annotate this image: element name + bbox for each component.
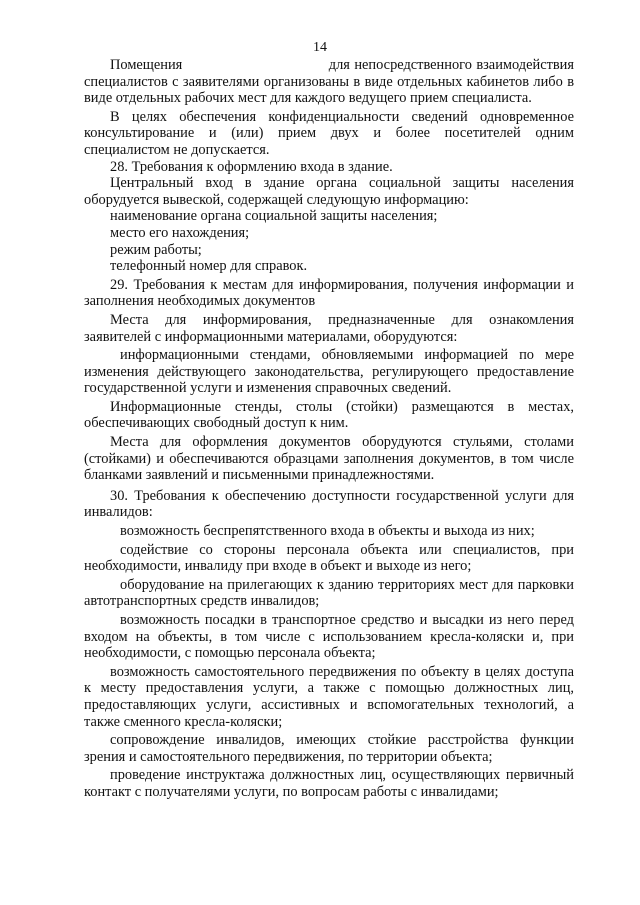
paragraph-stands-placement: Информационные стенды, столы (стойки) размещаются в местах, обеспечивающих свободный доступ к ним.	[84, 398, 574, 432]
paragraph-section-30-heading: 30. Требования к обеспечению доступности государственной услуги для инвалидов:	[84, 487, 574, 521]
list-item-staff-assistance: содействие со стороны персонала объекта или специалистов, при необходимости, инвалиду при входе в объект и выходе из него;	[84, 541, 574, 575]
list-item-escort: сопровождение инвалидов, имеющих стойкие расстройства функции зрения и самостоятельного передвижения, по территории объекта;	[84, 732, 574, 765]
paragraph-section-29-heading: 29. Требования к местам для информирования, получения информации и заполнения необходимых документов	[84, 276, 574, 310]
paragraph-premises: Помещения для непосредственного взаимодействия специалистов с заявителями организованы в виде отдельных кабинетов либо в виде отдельных рабочих мест для каждого ведущего прием специалиста.	[84, 57, 578, 107]
paragraph-document-places: Места для оформления документов оборудуются стульями, столами (стойками) и обеспечиваются образцами заполнения документов, в том числе бланками заявлений и письменными принадлежностями.	[84, 434, 574, 484]
list-item-parking: оборудование на прилегающих к зданию территориях мест для парковки автотранспортных средств инвалидов;	[84, 576, 574, 610]
paragraph-info-stands: информационными стендами, обновляемыми информацией по мере изменения действующего законодательства, регулирующего предоставление государственной услуги и изменения справочных сведений.	[84, 347, 574, 397]
paragraph-info-places: Места для информирования, предназначенные для ознакомления заявителей с информационными материалами, оборудуются:	[84, 311, 574, 345]
paragraph-section-28-heading: 28. Требования к оформлению входа в здание.	[110, 158, 393, 175]
page-number: 14	[313, 40, 327, 55]
document-body	[84, 57, 578, 801]
list-item-movement: возможность самостоятельного передвижения по объекту в целях доступа к месту предоставления услуги, а также с помощью должностных лиц, предоставляющих услуги, ассистивных и вспомогательных технологий, а также сменного кресла-коляски;	[84, 663, 574, 730]
list-item-free-access: возможность беспрепятственного входа в объекты и выхода из них;	[120, 523, 535, 540]
list-item-location: место его нахождения;	[110, 224, 250, 241]
list-item-work-hours: режим работы;	[110, 241, 202, 258]
list-item-organ-name: наименование органа социальной защиты населения;	[110, 208, 438, 225]
paragraph-confidentiality: В целях обеспечения конфиденциальности сведений одновременное консультирование и (или) прием двух и более посетителей одним специалистом не допускается.	[84, 108, 574, 158]
paragraph-entrance-sign: Центральный вход в здание органа социальной защиты населения оборудуется вывеской, содержащей следующую информацию:	[84, 175, 574, 208]
list-item-staff-briefing: проведение инструктажа должностных лиц, осуществляющих первичный контакт с получателями услуги, по вопросам работы с инвалидами;	[84, 767, 574, 800]
list-item-boarding: возможность посадки в транспортное средство и высадки из него перед входом на объекты, в том числе с использованием кресла-коляски и, при необходимости, с помощью персонала объекта;	[84, 612, 574, 662]
list-item-phone: телефонный номер для справок.	[110, 258, 308, 275]
